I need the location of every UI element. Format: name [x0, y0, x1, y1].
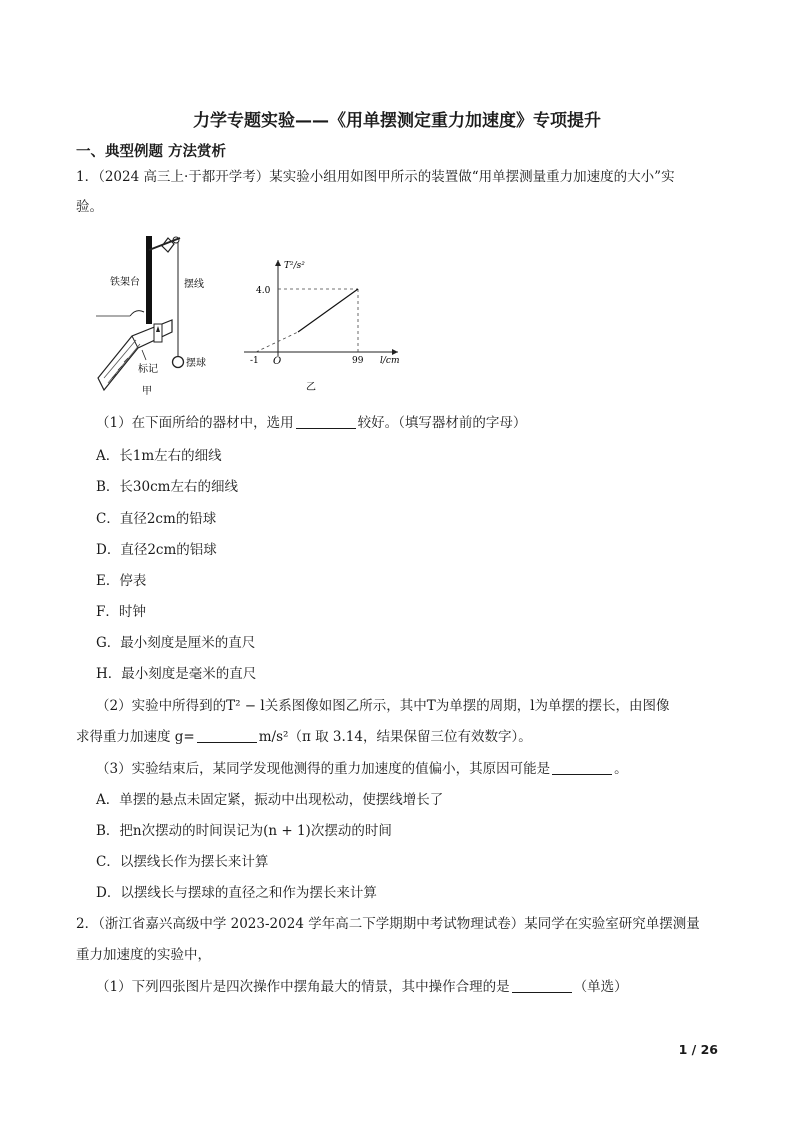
section-heading: 一、典型例题 方法赏析 [76, 144, 227, 160]
label-line: 摆线 [184, 279, 204, 290]
option-f: F．时钟 [96, 604, 146, 620]
option-g: G．最小刻度是厘米的直尺 [96, 635, 256, 651]
option3-d: D．以摆线长与摆球的直径之和作为摆长来计算 [96, 885, 377, 901]
option3-c: C．以摆线长作为摆长来计算 [96, 854, 269, 870]
option3-b: B．把n次摆动的时间误记为(n + 1)次摆动的时间 [96, 823, 392, 839]
option-e: E．停表 [96, 573, 147, 589]
q1-intro-line2: 验。 [76, 199, 103, 215]
page-number: 1 / 26 [678, 1042, 718, 1057]
pendulum-ball [173, 357, 184, 368]
y-tick-label: 4.0 [256, 286, 271, 296]
answer-blank-2[interactable] [197, 728, 257, 743]
option-a: A．长1m左右的细线 [96, 448, 222, 464]
figure-yi-graph [240, 252, 410, 397]
q2-intro-line1: 2．（浙江省嘉兴高级中学 2023-2024 学年高二下学期期中考试物理试卷）某同学在实验室研究单摆测量 [76, 916, 700, 932]
q2-part1: （1）下列四张图片是四次操作中摆角最大的情景，其中操作合理的是 （单选） [96, 979, 628, 995]
answer-blank-4[interactable] [512, 978, 572, 993]
document-title: 力学专题实验——《用单摆测定重力加速度》专项提升 [193, 111, 601, 131]
extrapolation-line [256, 332, 298, 352]
label-ball: 摆球 [186, 358, 206, 369]
x-tick-label: 99 [352, 356, 364, 366]
answer-blank-1[interactable] [296, 414, 356, 429]
option-b: B．长30cm左右的细线 [96, 479, 238, 495]
label-stand: 铁架台 [110, 277, 140, 288]
label-mark: 标记 [138, 364, 158, 375]
figure-jia-apparatus [92, 228, 206, 398]
data-line [298, 289, 358, 332]
x-axis-label: l/cm [380, 356, 400, 366]
q2-intro-line2: 重力加速度的实验中， [76, 947, 211, 963]
option3-a: A．单摆的悬点未固定紧，振动中出现松动，使摆线增长了 [96, 792, 444, 808]
x-axis-arrow-icon [392, 349, 398, 355]
y-axis-arrow-icon [275, 260, 281, 266]
option-c: C．直径2cm的铅球 [96, 511, 217, 527]
option-h: H．最小刻度是毫米的直尺 [96, 666, 257, 682]
option-d: D．直径2cm的铝球 [96, 542, 217, 558]
answer-blank-3[interactable] [552, 760, 612, 775]
q1-intro-line1: 1．（2024 高三上·于都开学考）某实验小组用如图甲所示的装置做“用单摆测量重力加速度的大小”实 [76, 169, 675, 185]
q1-part2-line1: （2）实验中所得到的T² − l关系图像如图乙所示，其中T为单摆的周期，l为单摆的摆长，由图像 [96, 698, 670, 714]
caption-yi: 乙 [306, 382, 316, 393]
x-tick-neg-label: -1 [250, 356, 259, 366]
origin-label: O [273, 356, 282, 367]
q1-part3: （3）实验结束后，某同学发现他测得的重力加速度的值偏小，其原因可能是 。 [96, 761, 628, 777]
caption-jia: 甲 [142, 386, 152, 397]
y-axis-label: T²/s² [284, 261, 305, 271]
q1-part1: （1）在下面所给的器材中，选用 较好。（填写器材前的字母） [96, 415, 527, 431]
q1-part2-line2: 求得重力加速度 g= m/s²（π 取 3.14，结果保留三位有效数字）。 [76, 729, 532, 745]
